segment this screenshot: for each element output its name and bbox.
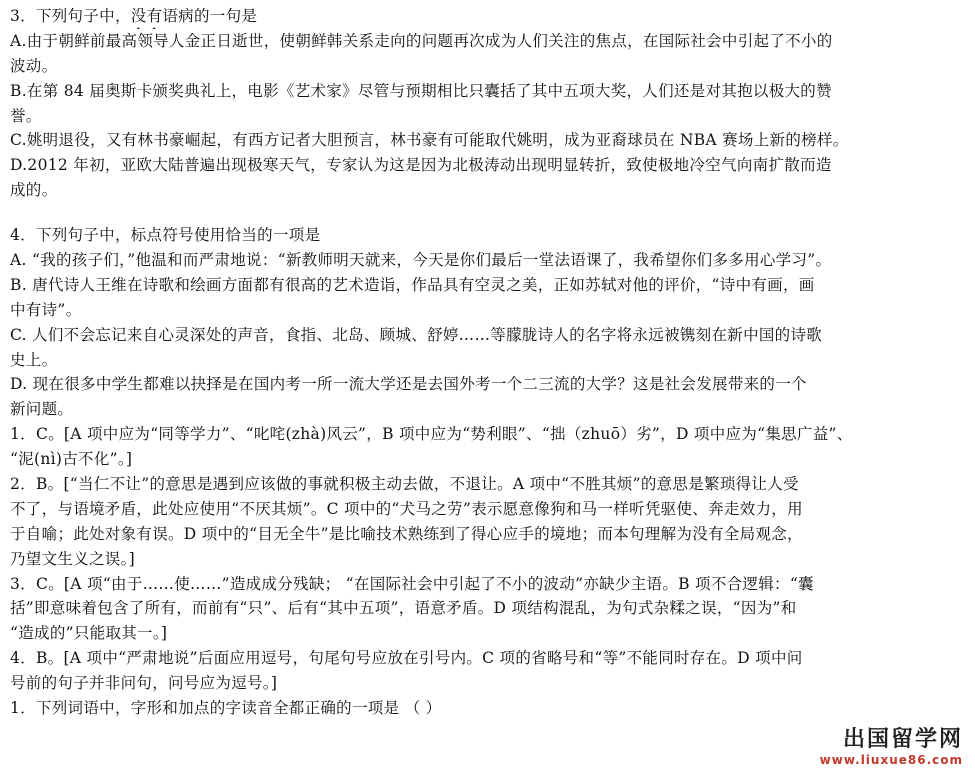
q4-option-line: 史上。: [10, 350, 58, 369]
answer-line: 括”即意味着包含了所有，而前有“只”、后有“其中五项”，语意矛盾。D 项结构混乱，为句式杂糅之误，“因为”和: [10, 599, 797, 618]
q3-option-line: C.姚明退役，又有林书豪崛起，有西方记者大胆预言，林书豪有可能取代姚明，成为亚裔球员在 NBA 赛场上新的榜样。: [10, 131, 849, 150]
q3-option-line: 成的。: [10, 181, 58, 200]
document-body: [10, 4, 965, 721]
answer-line: 号前的句子并非问句，问号应为逗号。]: [10, 674, 278, 693]
q3-option-line: D.2012 年初，亚欧大陆普遍出现极寒天气，专家认为这是因为北极涛动出现明显转折，致使极地冷空气向南扩散而造: [10, 156, 832, 175]
answer-line: 于自喻；此处对象有误。D 项中的“目无全牛”是比喻技术熟练到了得心应手的境地；而本句理解为没有全局观念，: [10, 524, 803, 543]
q3-option-line: A.由于朝鲜前最高领导人金正日逝世，使朝鲜韩关系走向的问题再次成为人们关注的焦点，在国际社会中引起了不小的: [10, 31, 833, 50]
spacer: [10, 203, 965, 223]
q3-stem-text-end: 语病的一句是: [162, 7, 258, 25]
q3-option-line: 波动。: [10, 56, 58, 75]
q4-option-line: 中有诗”。: [10, 300, 82, 319]
q3-stem-emphasis: 没有: [130, 7, 163, 25]
answer-line: “造成的”只能取其一。]: [10, 624, 168, 643]
q3-stem: [10, 4, 965, 29]
answer-line: 4．B。[A 项中“严肃地说”后面应用逗号，句尾句号应放在引号内。C 项的省略号和“等”不能同时存在。D 项中问: [10, 649, 803, 668]
answer-line: 乃望文生义之误。]: [10, 549, 135, 568]
answer-line: “泥(nì)古不化”。]: [10, 450, 133, 469]
answer-line: 3．C。[A 项“由于……使……”造成成分残缺； “在国际社会中引起了不小的波动”亦缺少主语。B 项不合逻辑：“囊: [10, 574, 814, 593]
q4-stem: 4．下列句子中，标点符号使用恰当的一项是: [10, 226, 321, 245]
q3-stem-text: 3．下列句子中，: [10, 7, 131, 25]
answer-line: 1．C。[A 项中应为“同等学力”、“叱咤(zhà)风云”，B 项中应为“势利眼”、“拙（zhuō）劣”，D 项中应为“集思广益”、: [10, 425, 853, 444]
answer-line: 2．B。[“当仁不让”的意思是遇到应该做的事就积极主动去做，不退让。A 项中“不胜其烦”的意思是繁琐得让人受: [10, 475, 799, 494]
q3-option-line: B.在第 84 届奥斯卡颁奖典礼上，电影《艺术家》尽管与预期相比只囊括了其中五项大奖，人们还是对其抱以极大的赞: [10, 81, 832, 100]
answer-line: 不了，与语境矛盾，此处应使用“不厌其烦”。C 项中的“犬马之劳”表示愿意像狗和马一样听凭驱使、奔走效力，用: [10, 499, 803, 518]
q4-option-line: D. 现在很多中学生都难以抉择是在国内考一所一流大学还是去国外考一个二三流的大学？这是社会发展带来的一个: [10, 375, 807, 394]
q4-option-line: A. “我的孩子们，”他温和而严肃地说：“新教师明天就来，今天是你们最后一堂法语课了，我希望你们多多用心学习”。: [10, 251, 832, 270]
q4-option-line: 新问题。: [10, 400, 74, 419]
site-watermark: [820, 727, 963, 767]
watermark-url: www.liuxue86.com: [819, 753, 963, 767]
q4-option-line: B. 唐代诗人王维在诗歌和绘画方面都有很高的艺术造诣，作品具有空灵之美，正如苏轼对他的评价，“诗中有画，画: [10, 275, 815, 294]
watermark-title: 出国留学网: [842, 727, 963, 752]
q4-option-line: C. 人们不会忘记来自心灵深处的声音，食指、北岛、顾城、舒婷……等朦胧诗人的名字将永远被镌刻在新中国的诗歌: [10, 325, 823, 344]
q3-option-line: 誉。: [10, 106, 42, 125]
next-question-stem: 1．下列词语中，字形和加点的字读音全都正确的一项是 （ ）: [10, 699, 442, 718]
